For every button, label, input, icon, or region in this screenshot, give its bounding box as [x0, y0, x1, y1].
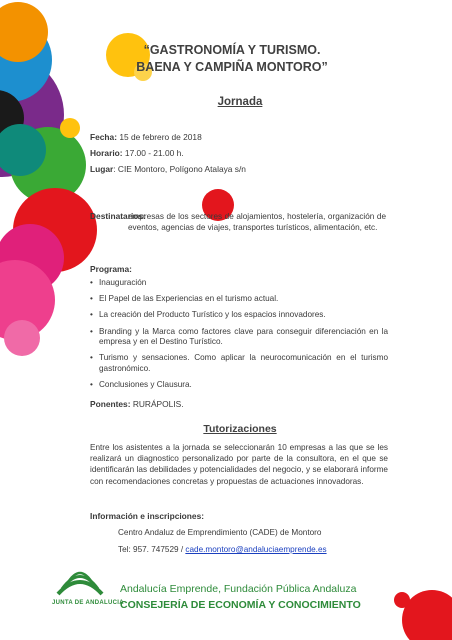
horario-label: Horario:: [90, 148, 123, 158]
fecha-line: [90, 132, 202, 143]
blob-yellow-small: [60, 118, 80, 138]
footer-dept: CONSEJERÍA DE ECONOMÍA Y CONOCIMIENTO: [120, 599, 361, 611]
programa-item: • Turismo y sensaciones. Como aplicar la neurocomunicación en el turismo gastronómico.: [90, 353, 388, 374]
junta-logo-icon: [58, 573, 102, 594]
tutorizaciones-text: Entre los asistentes a la jornada se seleccionarán 10 empresas a las que se les realizará un diagnostico personalizado por parte de la consultora, en el que se identificarán las debilidades y potencialidades del negocio, y se elaborará informe con recomendaciones concretas y propuestas de actuaciones innovadoras.: [90, 443, 388, 486]
programa-item: • Branding y la Marca como factores clave para conseguir diferenciación en la empresa y en el Destino Turístico.: [90, 327, 388, 348]
horario-value: 17.00 - 21.00 h.: [122, 148, 184, 158]
destinatarios-text: empresas de los sectores de alojamientos, hostelería, organización de eventos, agencias de viajes, transportes turísticos, alimentación, etc.: [128, 212, 386, 232]
programa-item: • Conclusiones y Clausura.: [90, 380, 388, 391]
lugar-line: [90, 164, 246, 175]
contacto-label: Información e inscripciones:: [90, 511, 205, 521]
ponentes-value: RURÁPOLIS.: [130, 399, 184, 409]
event-title-line2: BAENA Y CAMPIÑA MONTORO”: [136, 60, 328, 74]
lugar-value: : CIE Montoro, Polígono Atalaya s/n: [113, 164, 246, 174]
contacto-tel: Tel: 957. 747529 /: [118, 545, 186, 554]
programa-item: • La creación del Producto Turístico y los espacios innovadores.: [90, 310, 388, 321]
contacto-tel-line: [118, 545, 327, 554]
fecha-label: Fecha:: [90, 132, 117, 142]
junta-text: JUNTA DE ANDALUCIA: [52, 600, 124, 606]
blob-pink-small: [4, 320, 40, 356]
programa-list: [90, 278, 388, 396]
programa-label: Programa:: [90, 264, 132, 274]
horario-line: [90, 148, 184, 159]
event-title-line1: “GASTRONOMÍA Y TURISMO.: [143, 43, 321, 57]
tutorizaciones-title: Tutorizaciones: [203, 423, 277, 435]
programa-item: • El Papel de las Experiencias en el turismo actual.: [90, 294, 388, 305]
contacto-email-link[interactable]: cade.montoro@andaluciaemprende.es: [185, 545, 327, 554]
fecha-value: 15 de febrero de 2018: [117, 132, 202, 142]
lugar-label: Lugar: [90, 164, 114, 174]
destinatarios-label: Destinatarios:: [90, 211, 146, 221]
contacto-center: Centro Andaluz de Emprendimiento (CADE) de Montoro: [118, 528, 322, 537]
programa-item: • Inauguración: [90, 278, 388, 289]
event-title: [112, 42, 352, 76]
blob-red-bottom-small: [394, 592, 410, 608]
ponentes-label: Ponentes:: [90, 399, 131, 409]
ponentes-line: [90, 399, 184, 410]
footer-org: Andalucía Emprende, Fundación Pública Andaluza: [120, 583, 357, 595]
event-subtitle: Jornada: [217, 96, 263, 108]
